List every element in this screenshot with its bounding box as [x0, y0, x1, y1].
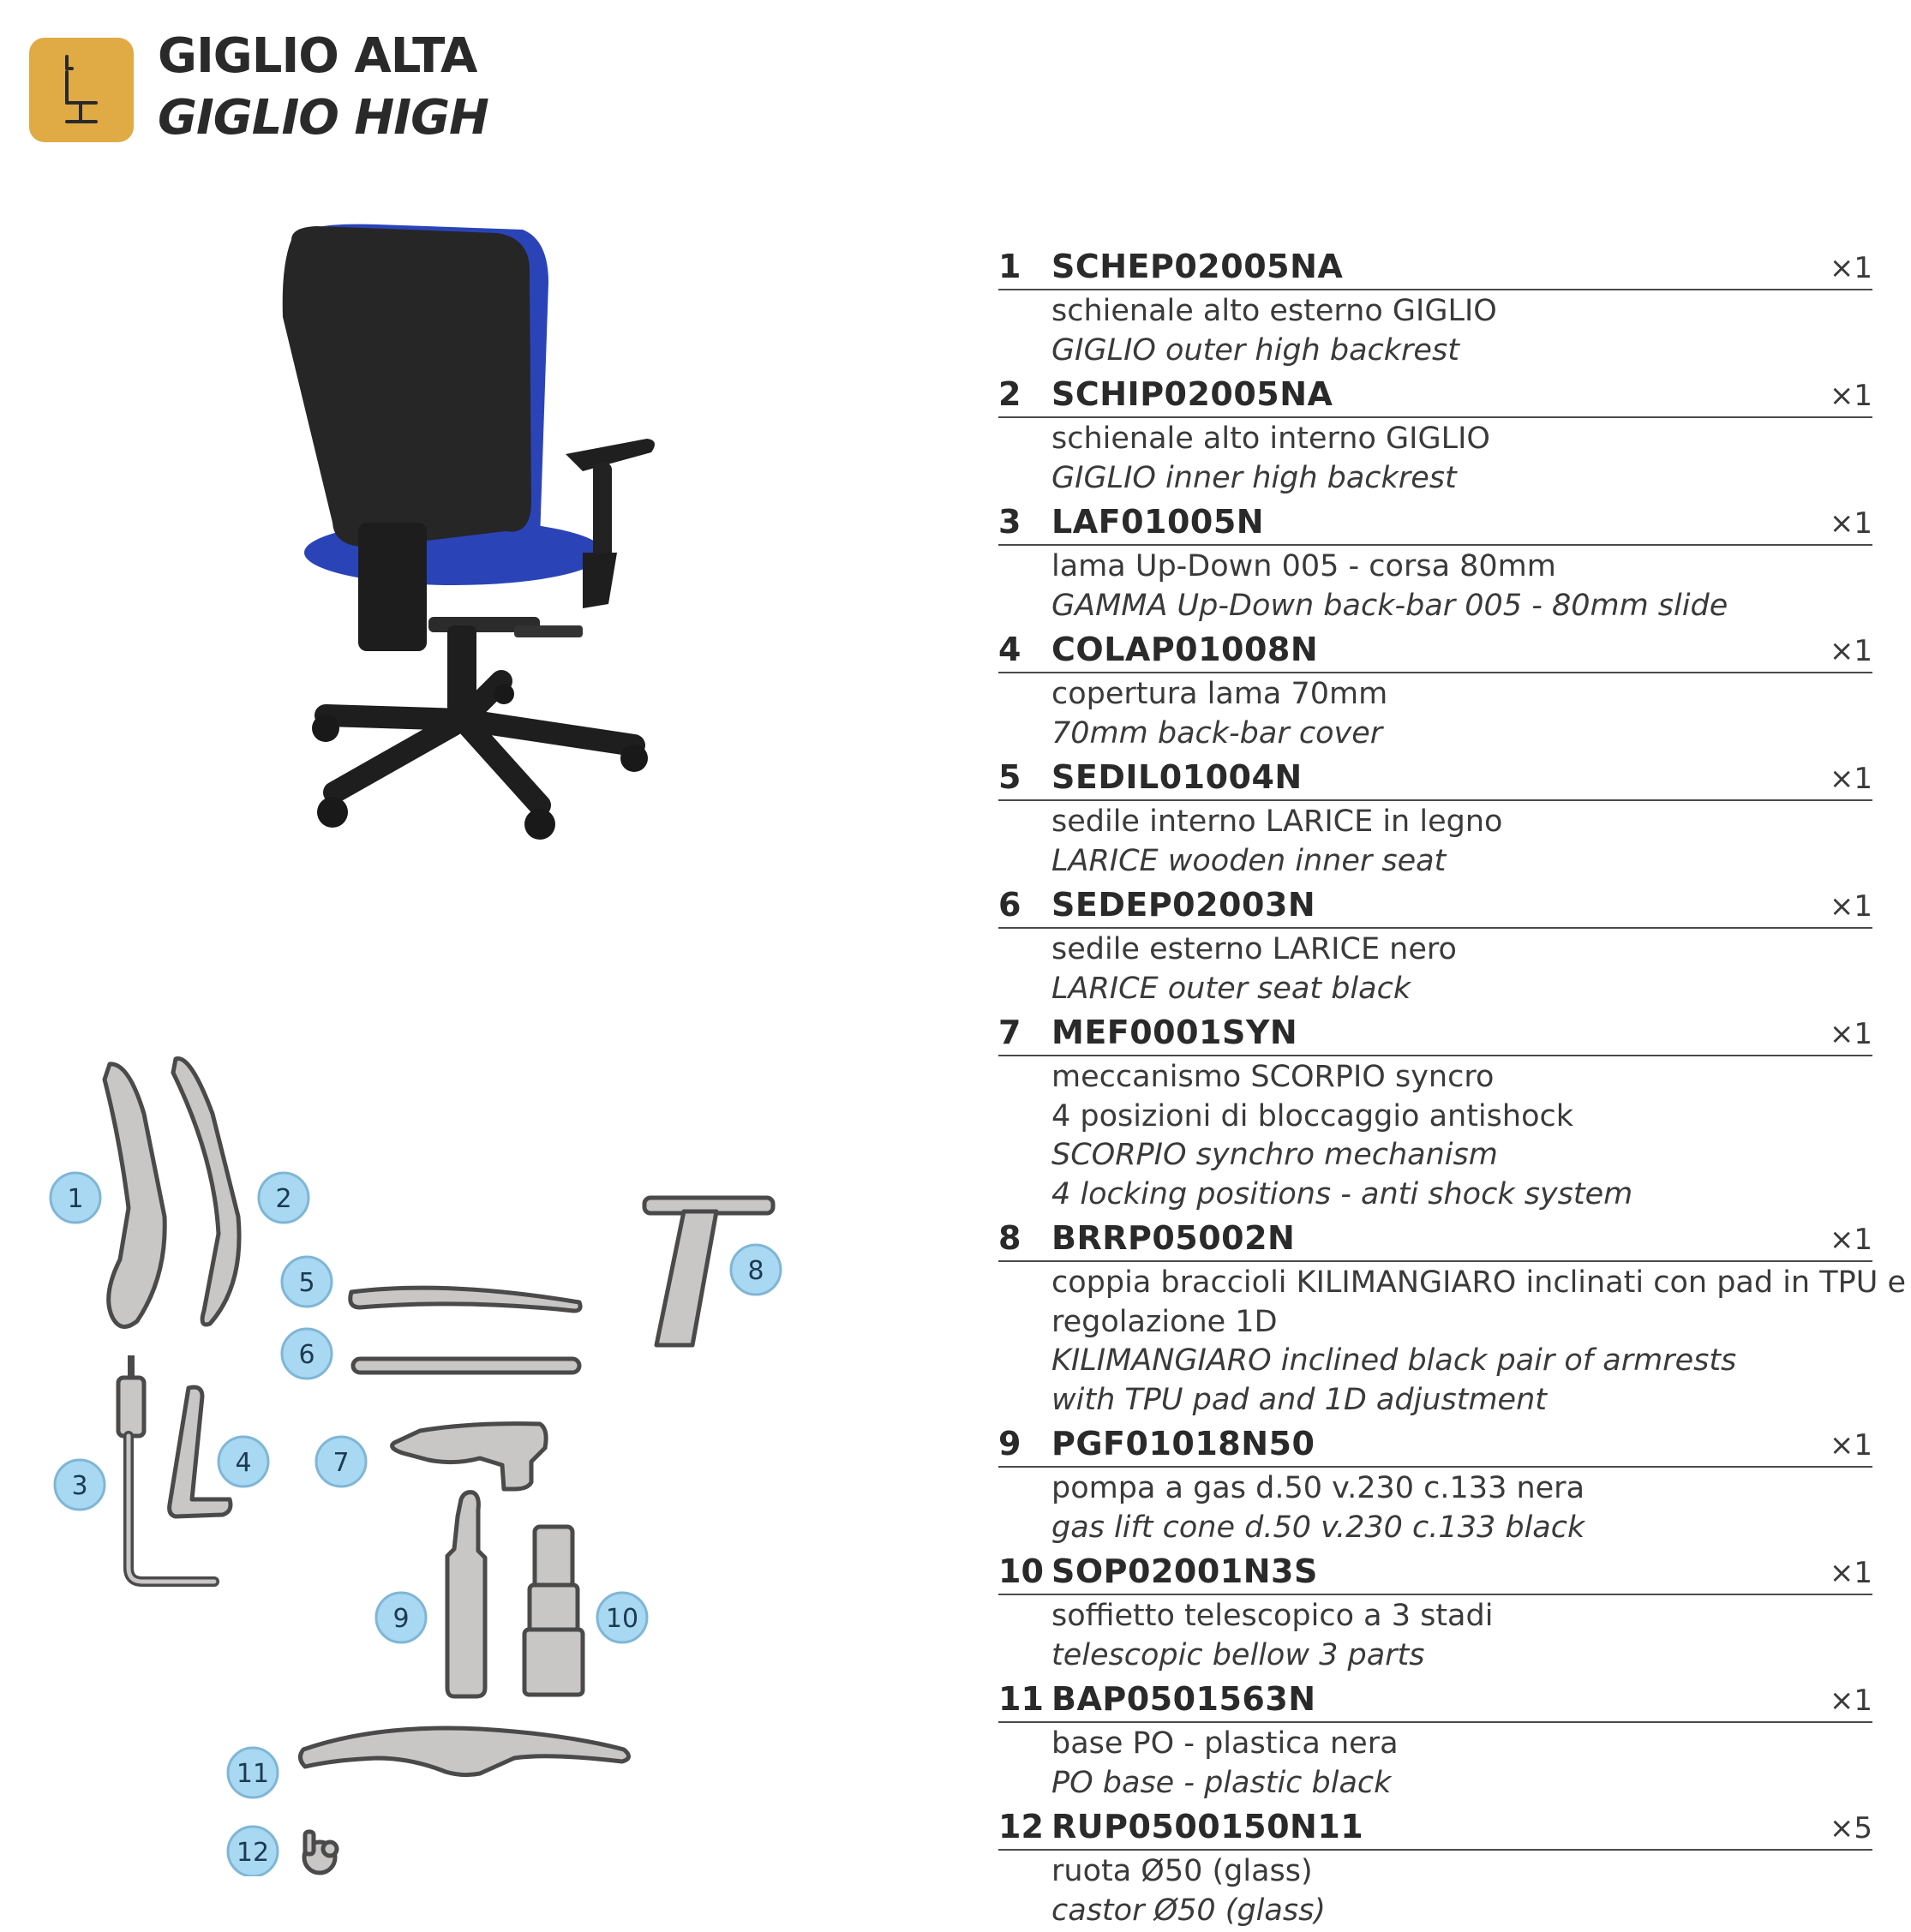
part-code: SCHEP02005NA: [1051, 248, 1344, 285]
part-number: 3: [998, 503, 1021, 541]
part-header-row: [998, 499, 1872, 546]
part-number: 7: [998, 1014, 1021, 1051]
part-number: 9: [998, 1425, 1021, 1462]
part-quantity: ×1: [1829, 762, 1872, 796]
badge-5: [282, 1257, 332, 1307]
part-number: 10: [998, 1552, 1044, 1590]
part-description: [998, 1262, 1907, 1420]
part-header-row: [998, 627, 1872, 673]
part-5-inner-seat-shape: [350, 1288, 580, 1311]
part-8-armrest-post-shape: [656, 1211, 716, 1345]
part-number: 5: [998, 758, 1021, 796]
description-italian: sedile interno LARICE in legno: [1051, 805, 1503, 839]
badge-label: 10: [605, 1604, 639, 1634]
part-description: [998, 1851, 1872, 1930]
part-quantity: ×1: [1829, 1556, 1872, 1590]
part-number: 11: [998, 1680, 1044, 1718]
part-description: [998, 418, 1872, 498]
part-header-row: [998, 244, 1872, 290]
part-quantity: ×1: [1829, 1223, 1872, 1257]
part-description: [998, 801, 1872, 881]
description-english: 70mm back-bar cover: [1051, 715, 1383, 751]
part-quantity: ×1: [1829, 1428, 1872, 1462]
parts-list: [998, 244, 1907, 1932]
badge-label: 8: [747, 1256, 764, 1286]
description-italian: sedile esterno LARICE nero: [1051, 932, 1457, 966]
part-3-back-bar-top-shape: [118, 1378, 144, 1436]
part-entry: [998, 244, 1872, 370]
badge-2: [259, 1173, 309, 1223]
part-header-row: [998, 1216, 1872, 1262]
part-header-row: [998, 372, 1872, 418]
part-11-base-shape: [300, 1728, 628, 1775]
description-english: GIGLIO inner high backrest: [1051, 460, 1457, 495]
description-italian: 4 posizioni di bloccaggio antishock: [1051, 1098, 1573, 1133]
part-10-bellow-bot-shape: [524, 1630, 583, 1695]
description-english: GAMMA Up-Down back-bar 005 - 80mm slide: [1051, 588, 1728, 623]
part-number: 6: [998, 886, 1021, 924]
badge-8: [731, 1245, 781, 1295]
part-quantity: ×1: [1829, 506, 1872, 541]
badge-label: 6: [298, 1340, 315, 1370]
part-code: SEDEP02003N: [1051, 886, 1316, 924]
description-italian: lama Up-Down 005 - corsa 80mm: [1051, 549, 1556, 583]
part-1-outer-backrest-shape: [105, 1064, 165, 1327]
description-italian: ruota Ø50 (glass): [1051, 1854, 1313, 1888]
badge-10: [597, 1593, 647, 1642]
description-english: LARICE wooden inner seat: [1051, 843, 1447, 878]
part-description: [998, 290, 1872, 370]
description-italian: base PO - plastica nera: [1051, 1726, 1399, 1761]
part-description: [998, 1723, 1872, 1803]
part-header-row: [998, 1010, 1872, 1056]
part-entry: [998, 627, 1872, 753]
badge-3: [55, 1460, 105, 1510]
badge-label: 11: [236, 1759, 270, 1789]
part-description: [998, 1056, 1872, 1214]
part-code: SOP02001N3S: [1051, 1552, 1318, 1590]
part-number: 1: [998, 248, 1021, 285]
part-entry: [998, 755, 1872, 881]
part-quantity: ×1: [1829, 379, 1872, 413]
badge-11: [228, 1748, 278, 1797]
description-english: PO base - plastic black: [1051, 1765, 1392, 1800]
badge-label: 5: [298, 1268, 315, 1298]
badge-12: [228, 1827, 278, 1876]
page-title: [158, 26, 488, 149]
description-english: gas lift cone d.50 v.230 c.133 black: [1051, 1510, 1585, 1545]
part-entry: [998, 1549, 1872, 1675]
part-header-row: [998, 755, 1872, 801]
part-9-gas-lift-shape: [447, 1492, 485, 1696]
part-code: PGF01018N50: [1051, 1425, 1315, 1462]
chair-photo: [257, 214, 686, 865]
part-6-outer-seat-shape: [353, 1359, 579, 1373]
office-chair-icon: [29, 38, 134, 142]
part-code: BAP0501563N: [1051, 1680, 1316, 1718]
part-number: 8: [998, 1219, 1021, 1257]
description-italian: regolazione 1D: [1051, 1304, 1278, 1339]
part-number: 2: [998, 375, 1021, 413]
badge-label: 12: [236, 1838, 270, 1868]
description-english: LARICE outer seat black: [1051, 971, 1411, 1006]
badge-1: [51, 1173, 100, 1223]
badge-label: 9: [392, 1604, 410, 1634]
exploded-parts-diagram: [0, 1020, 857, 1876]
title-english: GIGLIO HIGH: [158, 90, 488, 146]
description-english: telescopic bellow 3 parts: [1051, 1637, 1425, 1672]
part-code: LAF01005N: [1051, 503, 1265, 541]
part-code: COLAP01008N: [1051, 631, 1319, 668]
badge-label: 7: [332, 1448, 350, 1478]
description-english: GIGLIO outer high backrest: [1051, 332, 1459, 368]
badge-label: 1: [67, 1184, 84, 1214]
badge-label: 2: [275, 1184, 292, 1214]
part-description: [998, 1468, 1872, 1547]
part-header-row: [998, 882, 1872, 929]
part-code: MEF0001SYN: [1051, 1014, 1298, 1051]
part-10-bellow-top-shape: [535, 1527, 572, 1588]
description-italian: soffietto telescopico a 3 stadi: [1051, 1599, 1494, 1633]
description-english: castor Ø50 (glass): [1051, 1893, 1326, 1928]
description-english: KILIMANGIARO inclined black pair of armrests: [1051, 1343, 1737, 1378]
part-code: BRRP05002N: [1051, 1219, 1296, 1257]
part-7-mechanism-shape: [392, 1424, 547, 1489]
description-english: with TPU pad and 1D adjustment: [1051, 1382, 1547, 1417]
part-quantity: ×1: [1829, 1684, 1872, 1718]
badge-9: [376, 1593, 426, 1642]
part-entry: [998, 372, 1872, 498]
part-2-inner-backrest-shape: [173, 1059, 239, 1325]
part-code: SCHIP02005NA: [1051, 375, 1333, 413]
brand-logo: [29, 38, 134, 142]
part-header-row: [998, 1677, 1872, 1723]
description-italian: meccanismo SCORPIO syncro: [1051, 1060, 1495, 1094]
part-10-bellow-mid-shape: [530, 1585, 578, 1633]
description-english: SCORPIO synchro mechanism: [1051, 1138, 1498, 1172]
part-description: [998, 1595, 1872, 1675]
description-italian: pompa a gas d.50 v.230 c.133 nera: [1051, 1471, 1585, 1505]
part-quantity: ×5: [1829, 1811, 1872, 1845]
part-header-row: [998, 1804, 1872, 1851]
badge-7: [316, 1437, 366, 1486]
part-entry: [998, 1421, 1872, 1547]
badge-4: [219, 1437, 268, 1486]
part-number: 12: [998, 1808, 1044, 1845]
part-code: RUP0500150N11: [1051, 1808, 1364, 1845]
part-description: [998, 673, 1872, 753]
part-entry: [998, 1677, 1872, 1803]
part-quantity: ×1: [1829, 634, 1872, 668]
badge-label: 3: [71, 1471, 88, 1501]
part-header-row: [998, 1421, 1872, 1468]
description-italian: schienale alto interno GIGLIO: [1051, 422, 1490, 456]
part-entry: [998, 1804, 1872, 1930]
title-italian: GIGLIO ALTA: [158, 28, 477, 84]
part-entry: [998, 499, 1872, 625]
part-quantity: ×1: [1829, 1017, 1872, 1051]
part-number: 4: [998, 631, 1021, 668]
description-english: 4 locking positions - anti shock system: [1051, 1176, 1633, 1211]
part-entry: [998, 882, 1872, 1008]
part-code: SEDIL01004N: [1051, 758, 1303, 796]
description-italian: schienale alto esterno GIGLIO: [1051, 294, 1497, 328]
description-italian: coppia braccioli KILIMANGIARO inclinati con pad in TPU e: [1051, 1265, 1907, 1300]
part-header-row: [998, 1549, 1872, 1595]
part-quantity: ×1: [1829, 889, 1872, 924]
badge-label: 4: [235, 1448, 252, 1478]
part-quantity: ×1: [1829, 251, 1872, 285]
part-entry: [998, 1216, 1907, 1420]
badge-6: [282, 1329, 332, 1379]
part-description: [998, 546, 1872, 625]
part-description: [998, 929, 1872, 1008]
part-entry: [998, 1010, 1872, 1214]
description-italian: copertura lama 70mm: [1051, 677, 1388, 711]
